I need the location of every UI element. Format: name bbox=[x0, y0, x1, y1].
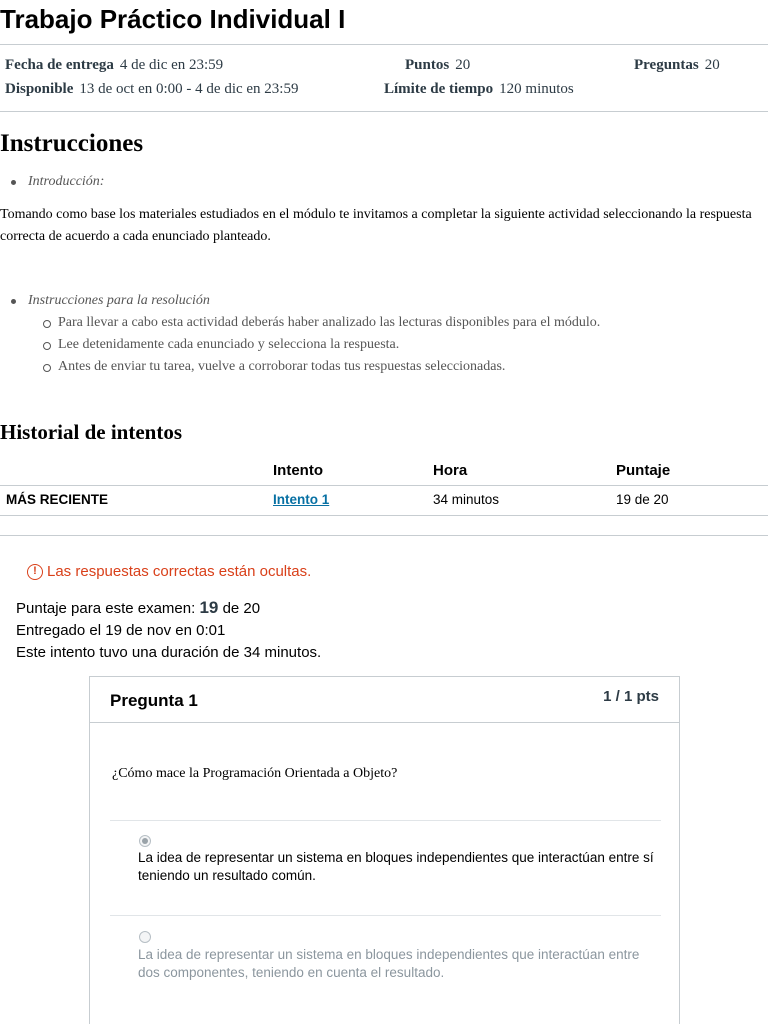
exam-score bbox=[16, 598, 260, 618]
section-divider bbox=[0, 535, 768, 536]
due-date-label: Fecha de entrega bbox=[5, 57, 114, 73]
intro-bullet: Introducción: bbox=[28, 174, 105, 189]
available-value: 13 de oct en 0:00 - 4 de dic en 23:59 bbox=[79, 81, 299, 97]
col-header-attempt: Intento bbox=[273, 462, 323, 479]
score-value: 19 bbox=[199, 598, 219, 617]
answer-radio[interactable] bbox=[139, 931, 151, 943]
time-limit bbox=[384, 81, 574, 98]
table-header-divider bbox=[0, 485, 768, 486]
answer-option: La idea de representar un sistema en bloques independientes que interactúan entre dos componentes, teniendo en cuenta el resultado. bbox=[138, 947, 640, 980]
attempt-link[interactable]: Intento 1 bbox=[273, 492, 330, 507]
submitted-at: Entregado el 19 de nov en 0:01 bbox=[16, 622, 226, 639]
time-cell: 34 minutos bbox=[433, 492, 500, 507]
details-divider bbox=[0, 111, 768, 112]
alert-text: Las respuestas correctas están ocultas. bbox=[47, 563, 312, 580]
score-cell: 19 de 20 bbox=[616, 492, 669, 507]
due-date-value: 4 de dic en 23:59 bbox=[119, 57, 224, 73]
question-points: 1 / 1 pts bbox=[603, 688, 659, 705]
col-header-score: Puntaje bbox=[616, 462, 671, 479]
attempt-duration: Este intento tuvo una duración de 34 minutos. bbox=[16, 644, 322, 661]
question-text: ¿Cómo mace la Programación Orientada a Objeto? bbox=[112, 766, 398, 781]
resolution-bullet: Instrucciones para la resolución bbox=[28, 293, 210, 308]
availability bbox=[5, 81, 298, 98]
resolution-item: Para llevar a cabo esta actividad deberás haber analizado las lecturas disponibles para el módulo. bbox=[58, 315, 601, 330]
questions-count bbox=[634, 57, 720, 74]
points-label: Puntos bbox=[405, 57, 450, 73]
answer-option: La idea de representar un sistema en bloques independientes que interactúan entre sí teniendo un resultado común. bbox=[138, 850, 654, 883]
available-label: Disponible bbox=[5, 81, 74, 97]
hidden-answers-alert bbox=[27, 563, 311, 580]
time-limit-label: Límite de tiempo bbox=[384, 81, 494, 97]
questions-label: Preguntas bbox=[634, 57, 699, 73]
due-date bbox=[5, 57, 223, 74]
answer-divider bbox=[110, 820, 661, 821]
question-header bbox=[90, 677, 679, 723]
warning-icon: ! bbox=[27, 564, 43, 580]
questions-value: 20 bbox=[704, 57, 720, 73]
table-bottom-divider bbox=[0, 515, 768, 516]
history-heading: Historial de intentos bbox=[0, 420, 182, 444]
row-label: MÁS RECIENTE bbox=[6, 492, 109, 507]
points-value: 20 bbox=[455, 57, 471, 73]
answer-divider bbox=[110, 915, 661, 916]
resolution-item: Lee detenidamente cada enunciado y selecciona la respuesta. bbox=[58, 337, 400, 352]
score-prefix: Puntaje para este examen: bbox=[16, 600, 196, 617]
question-name: Pregunta 1 bbox=[110, 691, 198, 710]
col-header-time: Hora bbox=[433, 462, 468, 479]
question-card bbox=[89, 676, 680, 1024]
score-suffix: de 20 bbox=[222, 600, 261, 617]
attempt-cell bbox=[273, 492, 329, 507]
answer-radio-selected[interactable] bbox=[139, 835, 151, 847]
time-limit-value: 120 minutos bbox=[499, 81, 574, 97]
points bbox=[405, 57, 470, 74]
quiz-title: Trabajo Práctico Individual I bbox=[0, 4, 346, 34]
resolution-item: Antes de enviar tu tarea, vuelve a corroborar todas tus respuestas seleccionadas. bbox=[58, 359, 506, 374]
intro-paragraph: Tomando como base los materiales estudiados en el módulo te invitamos a completar la siguiente actividad seleccionando la respuesta correcta de acuerdo a cada enunciado planteado. bbox=[0, 207, 752, 244]
instructions-heading: Instrucciones bbox=[0, 130, 144, 157]
title-divider bbox=[0, 44, 768, 45]
